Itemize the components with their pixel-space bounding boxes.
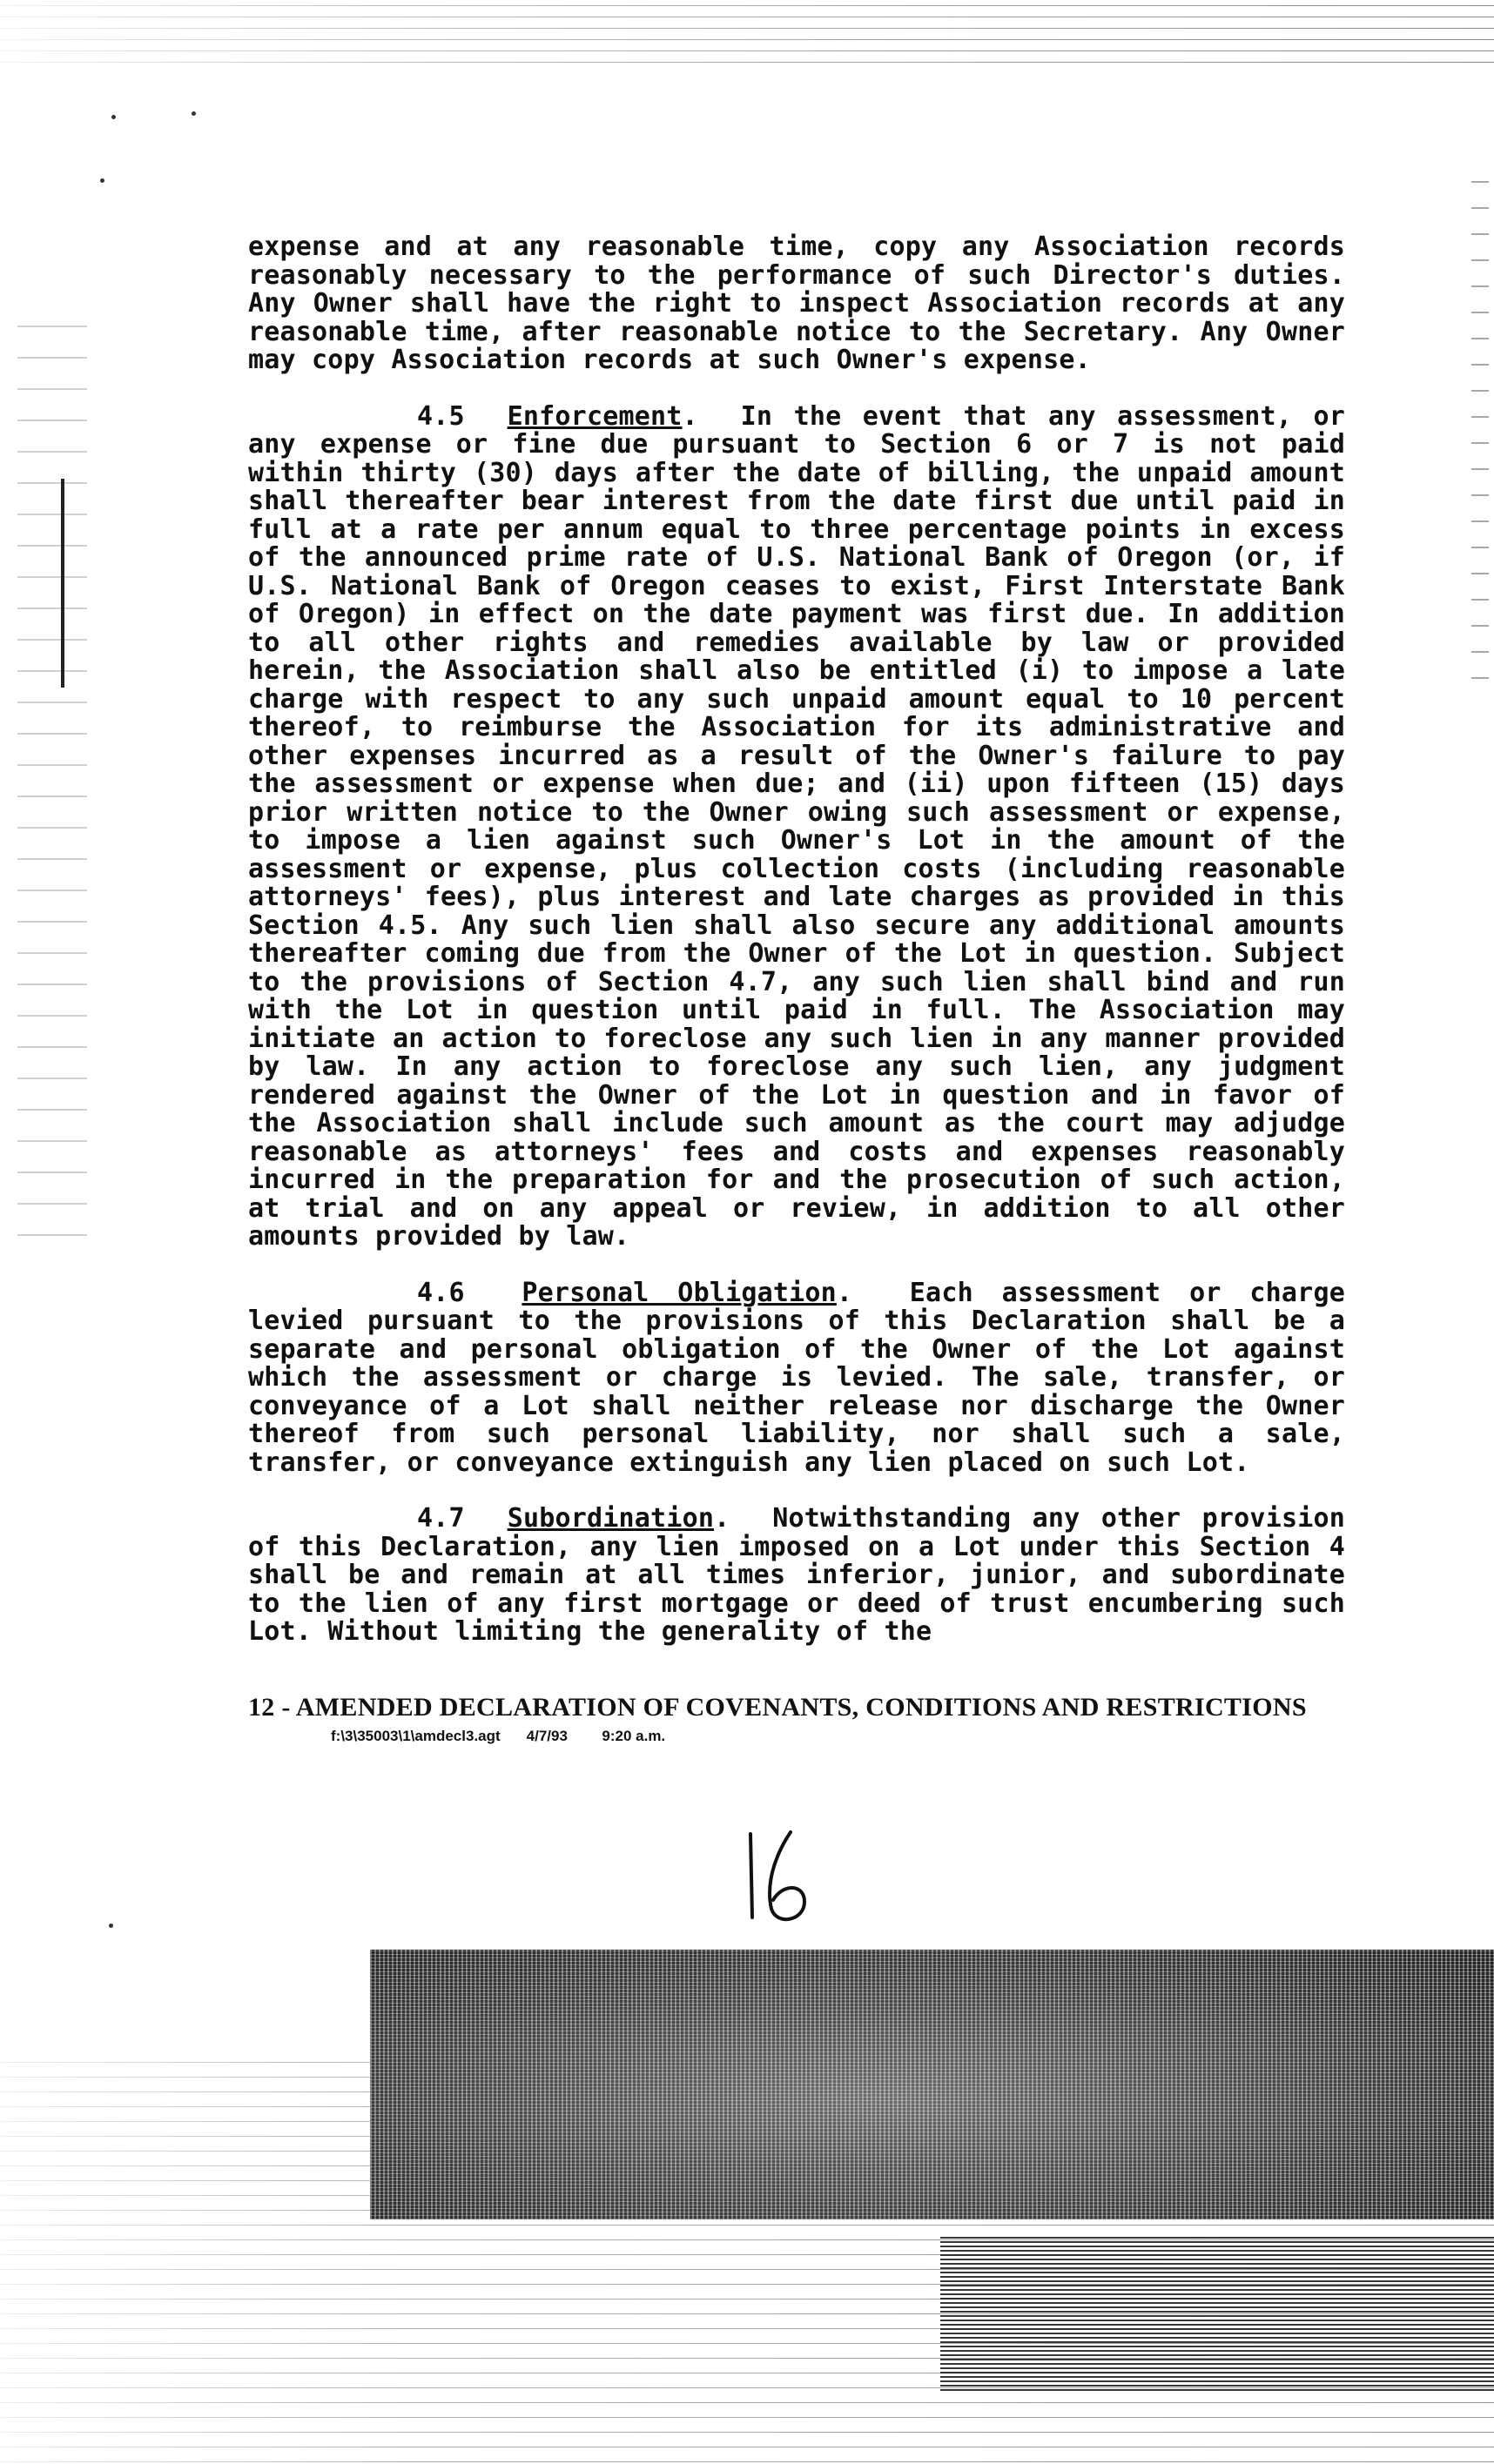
scan-speck <box>109 1924 113 1928</box>
section-number: 4.5 <box>417 400 465 432</box>
paragraph-text: Each assessment or charge levied pursuant to the provisions of this Declaration shall be a separate and personal obligation of the Owner of the Lot against which the assessment or charge is levied. The sale, transfer, or conveyance of a Lot shall neither release nor discharge the Owner thereof from such personal liability, nor shall such a sale, transfer, or conveyance extinguish any lien placed on such Lot. <box>248 1277 1345 1478</box>
handwritten-page-number <box>731 1823 818 1928</box>
page-footer-title: 12 - AMENDED DECLARATION OF COVENANTS, CONDITIONS AND RESTRICTIONS <box>248 1693 1307 1722</box>
section-number: 4.7 <box>417 1503 465 1534</box>
footer-time: 9:20 a.m. <box>602 1728 666 1744</box>
paragraph-text: In the event that any assessment, or any expense or fine due pursuant to Section 6 or 7 is not paid within thirty (30) days after the date of billing, the unpaid amount shall thereafter bear interest from the date first due until paid in full at a rate per annum equal to three percentage points in excess of the announced prime rate of U.S. National Bank of Oregon (or, if U.S. National Bank of Oregon ceases to exist, First Interstate Bank of Oregon) in effect on the date payment was first due. In addition to all other rights and remedies available by law or provided herein, the Association shall also be entitled (i) to impose a late charge with respect to any such unpaid amount equal to 10 percent thereof, to reimburse the Association for its administrative and other expenses incurred as a result of the Owner's failure to pay the assessment or expense when due; and (ii) upon fifteen (15) days prior written notice to the Owner owing such assessment or expense, to impose a lien against such Owner's Lot in the amount of the assessment or expense, plus collection costs (including reasonable attorneys' fees), plus interest and late charges as provided in this Section 4.5. Any such lien shall also secure any additional amounts thereafter coming due from the Owner of the Lot in question. Subject to the provisions of Section 4.7, any such lien shall bind and run with the Lot in question until paid in full. The Association may initiate an action to foreclose any such lien in any manner provided by law. In any action to foreclose any such lien, any judgment rendered against the Owner of the Lot in question and in favor of the Association shall include such amount as the court may adjudge reasonable as attorneys' fees and costs and expenses reasonably incurred in the preparation for and the prosecution of such action, at trial and on any appeal or review, in addition to all other amounts provided by law. <box>248 400 1345 1252</box>
scan-speck <box>192 111 196 116</box>
section-heading: Personal Obligation <box>522 1277 837 1308</box>
section-number: 4.6 <box>417 1277 465 1308</box>
paragraph-text: Notwithstanding any other provision of this Declaration, any lien imposed on a Lot under this Section 4 shall be and remain at all times inferior, junior, and subordinate to the lien of any first mortgage or deed of trust encumbering such Lot. Without limiting the generality of the <box>248 1503 1345 1647</box>
scan-speck <box>111 115 116 119</box>
paragraph-4-5-enforcement: 4.5 Enforcement. In the event that any assessment, or any expense or fine due pursuant to Section 6 or 7 is not paid within thirty (30) days after the date of billing, the unpaid amount shall thereafter bear interest from the date first due until paid in full at a rate per annum equal to three percentage points in excess of the announced prime rate of U.S. National Bank of Oregon (or, if U.S. National Bank of Oregon ceases to exist, First Interstate Bank of Oregon) in effect on the date payment was first due. In addition to all other rights and remedies available by law or provided herein, the Association shall also be entitled (i) to impose a late charge with respect to any such unpaid amount equal to 10 percent thereof, to reimburse the Association for its administrative and other expenses incurred as a result of the Owner's failure to pay the assessment or expense when due; and (ii) upon fifteen (15) days prior written notice to the Owner owing such assessment or expense, to impose a lien against such Owner's Lot in the amount of the assessment or expense, plus collection costs (including reasonable attorneys' fees), plus interest and late charges as provided in this Section 4.5. Any such lien shall also secure any additional amounts thereafter coming due from the Owner of the Lot in question. Subject to the provisions of Section 4.7, any such lien shall bind and run with the Lot in question until paid in full. The Association may initiate an action to foreclose any such lien in any manner provided by law. In any action to foreclose any such lien, any judgment rendered against the Owner of the Lot in question and in favor of the Association shall include such amount as the court may adjudge reasonable as attorneys' fees and costs and expenses reasonably incurred in the preparation for and the prosecution of such action, at trial and on any appeal or review, in addition to all other amounts provided by law. <box>248 400 1345 1252</box>
scan-noise-dark-block <box>370 1950 1494 2219</box>
scan-speck <box>100 178 104 183</box>
scan-noise-left-margin <box>17 296 87 1253</box>
scan-noise-top <box>0 0 1494 70</box>
footer-date: 4/7/93 <box>526 1728 568 1744</box>
footer-file-reference <box>331 1728 665 1745</box>
paragraph-4-7-subordination: 4.7 Subordination. Notwithstanding any other provision of this Declaration, any lien imposed on a Lot under this Section 4 shall be and remain at all times inferior, junior, and subordinate to the lien of any first mortgage or deed of trust encumbering such Lot. Without limiting the generality of the <box>248 1503 1345 1647</box>
scan-noise-right-margin <box>1471 157 1489 679</box>
footer-file-path: f:\3\35003\1\amdecl3.agt <box>331 1728 501 1744</box>
scan-noise-bottom-right <box>940 2237 1494 2394</box>
document-body <box>248 233 1345 1647</box>
scan-mark-left-bar <box>61 479 64 688</box>
paragraph-continuation <box>248 233 1345 375</box>
paragraph-text: expense and at any reasonable time, copy any Association records reasonably necessary to the performance of such Director's duties. Any Owner shall have the right to inspect Association records at any reasonable time, after reasonable notice to the Secretary. Any Owner may copy Association records at such Owner's expense. <box>248 232 1345 375</box>
paragraph-4-6-personal-obligation: 4.6 Personal Obligation. Each assessment or charge levied pursuant to the provisions of this Declaration shall be a separate and personal obligation of the Owner of the Lot against which the assessment or charge is levied. The sale, transfer, or conveyance of a Lot shall neither release nor discharge the Owner thereof from such personal liability, nor shall such a sale, transfer, or conveyance extinguish any lien placed on such Lot. <box>248 1277 1345 1478</box>
section-heading: Subordination <box>507 1503 715 1534</box>
section-heading: Enforcement <box>507 400 683 432</box>
